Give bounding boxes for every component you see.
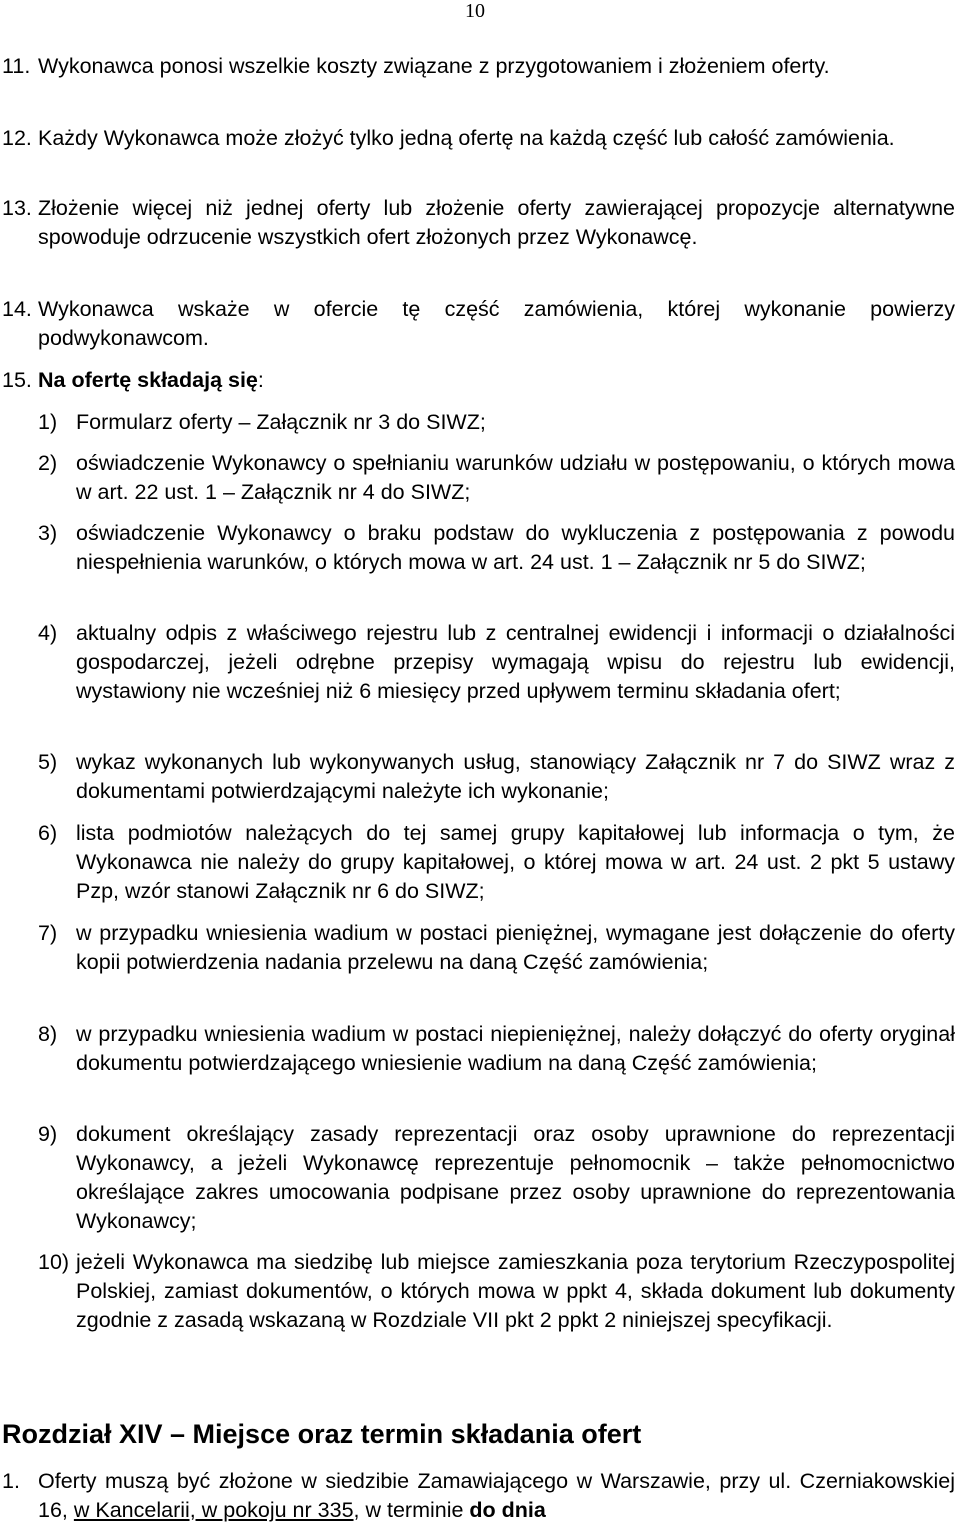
item-number: 11. xyxy=(2,54,31,78)
sub-item-text: wykaz wykonanych lub wykonywanych usług, stanowiący Załącznik nr 7 do SIWZ wraz z dokumentami potwierdzającymi należyte ich wykonanie; xyxy=(76,750,955,803)
sub-item-number: 3) xyxy=(38,521,58,545)
sub-item-9 xyxy=(38,1120,955,1236)
sub-item-number: 4) xyxy=(38,621,58,645)
item-text-b: , w terminie xyxy=(353,1498,470,1522)
sub-item-number: 6) xyxy=(38,821,58,845)
sub-item-7 xyxy=(38,919,955,977)
list-item-12 xyxy=(0,124,955,153)
item-number: 12. xyxy=(2,126,32,150)
sub-item-number: 8) xyxy=(38,1022,58,1046)
item-number: 13. xyxy=(2,196,32,220)
chapter-list-item-1 xyxy=(0,1467,955,1525)
sub-item-3 xyxy=(38,519,955,577)
item-text-a: Oferty muszą być złożone w siedzibie Zamawiającego w Warszawie, przy ul. Czerniakowskiej 16, xyxy=(38,1469,955,1522)
item-bold-text: Na ofertę składają się xyxy=(38,368,258,392)
sub-item-text: lista podmiotów należących do tej samej grupy kapitałowej lub informacja o tym, że Wykonawca nie należy do grupy kapitałowej, o której mowa w art. 24 ust. 2 pkt 5 ustawy Pzp, wzór stanowi Załącznik nr 6 do SIWZ; xyxy=(76,821,955,903)
sub-item-text: w przypadku wniesienia wadium w postaci pieniężnej, wymagane jest dołączenie do oferty kopii potwierdzenia nadania przelewu na daną Część zamówienia; xyxy=(76,921,955,974)
sub-item-4 xyxy=(38,619,955,706)
list-item-11 xyxy=(0,52,955,81)
sub-item-number: 1) xyxy=(38,410,58,434)
sub-item-number: 9) xyxy=(38,1122,58,1146)
list-item-14 xyxy=(0,295,955,353)
sub-item-text: Formularz oferty – Załącznik nr 3 do SIWZ; xyxy=(76,410,486,434)
list-item-15 xyxy=(0,366,955,395)
sub-item-number: 2) xyxy=(38,451,58,475)
item-number: 14. xyxy=(2,297,32,321)
item-underlined-text: w Kancelarii, w pokoju nr 335 xyxy=(73,1498,354,1522)
sub-item-text: aktualny odpis z właściwego rejestru lub z centralnej ewidencji i informacji o działalności gospodarczej, jeżeli odrębne przepisy wymagają wpisu do rejestru lub ewidencji, wystawiony nie wcześniej niż 6 miesięcy przed upływem terminu składania ofert; xyxy=(76,621,955,703)
item-text: Złożenie więcej niż jednej oferty lub złożenie oferty zawierającej propozycje alternatywne spowoduje odrzucenie wszystkich ofert złożonych przez Wykonawcę. xyxy=(38,196,955,249)
item-bold-tail: do dnia xyxy=(469,1498,546,1522)
sub-item-5 xyxy=(38,748,955,806)
item-number: 15. xyxy=(2,368,32,392)
sub-item-number: 7) xyxy=(38,921,58,945)
sub-item-text: oświadczenie Wykonawcy o spełnianiu warunków udziału w postępowaniu, o których mowa w art. 22 ust. 1 – Załącznik nr 4 do SIWZ; xyxy=(76,451,955,504)
item-number: 1. xyxy=(2,1469,20,1493)
item-text: Wykonawca wskaże w ofercie tę część zamówienia, której wykonanie powierzy podwykonawcom. xyxy=(38,297,955,350)
item-text xyxy=(38,366,955,395)
sub-item-text: oświadczenie Wykonawcy o braku podstaw do wykluczenia z postępowania z powodu niespełnienia warunków, o których mowa w art. 24 ust. 1 – Załącznik nr 5 do SIWZ; xyxy=(76,521,955,574)
page-number: 10 xyxy=(465,0,485,22)
item-text xyxy=(38,1467,955,1525)
chapter-heading: Rozdział XIV – Miejsce oraz termin składania ofert xyxy=(2,1419,642,1449)
item-text: Wykonawca ponosi wszelkie koszty związane z przygotowaniem i złożeniem oferty. xyxy=(38,54,830,78)
item-text: Każdy Wykonawca może złożyć tylko jedną ofertę na każdą część lub całość zamówienia. xyxy=(38,126,895,150)
sub-item-text: dokument określający zasady reprezentacji oraz osoby uprawnione do reprezentacji Wykonawcy, a jeżeli Wykonawcę reprezentuje pełnomocnik – także pełnomocnictwo określające zakres umocowania podpisane przez osoby uprawnione do reprezentowania Wykonawcy; xyxy=(76,1122,955,1233)
sub-item-text: jeżeli Wykonawca ma siedzibę lub miejsce zamieszkania poza terytorium Rzeczypospolitej Polskiej, zamiast dokumentów, o których mowa w ppkt 4, składa dokument lub dokumenty zgodnie z zasadą wskazaną w Rozdziale VII pkt 2 ppkt 2 niniejszej specyfikacji. xyxy=(76,1250,955,1332)
sub-item-6 xyxy=(38,819,955,906)
sub-item-text: w przypadku wniesienia wadium w postaci niepieniężnej, należy dołączyć do oferty oryginał dokumentu potwierdzającego wniesienie wadium na daną Część zamówienia; xyxy=(76,1022,955,1075)
item-text-tail: : xyxy=(257,368,264,392)
list-item-13 xyxy=(0,194,955,252)
sub-item-8 xyxy=(38,1020,955,1078)
sub-item-number: 10) xyxy=(38,1250,70,1274)
sub-item-number: 5) xyxy=(38,750,58,774)
sub-item-10 xyxy=(38,1248,955,1335)
sub-item-2 xyxy=(38,449,955,507)
sub-item-1 xyxy=(38,408,955,437)
